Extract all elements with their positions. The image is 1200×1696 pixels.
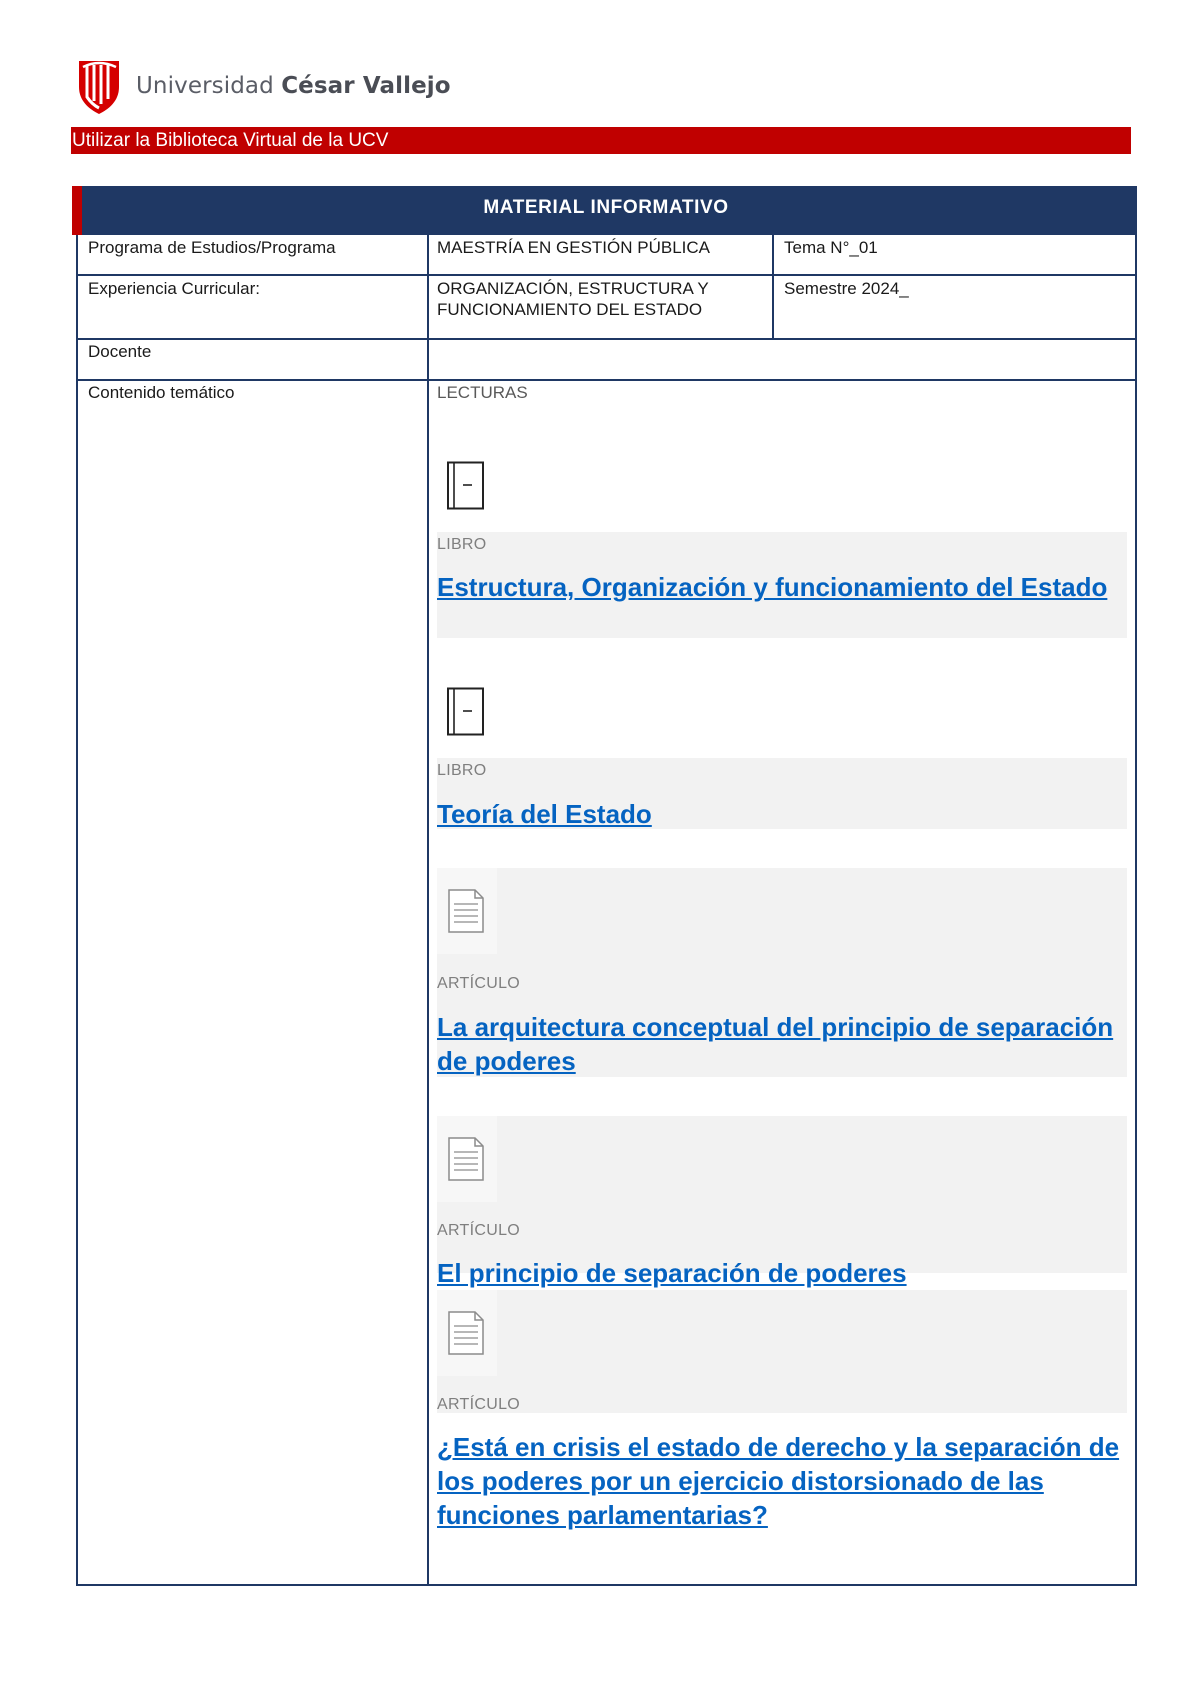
- book-icon: [446, 687, 486, 737]
- reading-2-type: LIBRO: [437, 762, 487, 779]
- row-divider-2: [78, 338, 1137, 340]
- docente-label: Docente: [88, 342, 152, 361]
- semestre-value: Semestre 2024_: [784, 279, 909, 298]
- experiencia-value-line1: ORGANIZACIÓN, ESTRUCTURA Y: [437, 279, 709, 298]
- library-banner: Utilizar la Biblioteca Virtual de la UCV: [71, 127, 1131, 154]
- header-accent: [72, 186, 82, 235]
- lecturas-label: LECTURAS: [437, 383, 528, 402]
- reading-5-link[interactable]: ¿Está en crisis el estado de derecho y la separación de los poderes por un ejercicio distorsionado de las funciones parlamentarias?: [437, 1432, 1120, 1530]
- reading-1-type: LIBRO: [437, 536, 487, 553]
- programa-label: Programa de Estudios/Programa: [88, 238, 336, 257]
- document-icon: [437, 1116, 497, 1202]
- reading-3-type: ARTÍCULO: [437, 975, 521, 992]
- table-border-right: [1135, 186, 1137, 1586]
- reading-3-link[interactable]: La arquitectura conceptual del principio de separación de poderes: [437, 1012, 1114, 1076]
- ucv-shield-icon: [76, 57, 122, 115]
- contenido-label: Contenido temático: [88, 383, 235, 402]
- row-divider-1: [78, 274, 1137, 276]
- column-divider-2: [772, 235, 774, 340]
- book-icon: [446, 461, 486, 511]
- reading-4-link[interactable]: El principio de separación de poderes: [437, 1258, 907, 1288]
- logo-text-bold: César Vallejo: [281, 73, 451, 99]
- programa-value: MAESTRÍA EN GESTIÓN PÚBLICA: [437, 238, 711, 257]
- table-border-bottom: [76, 1584, 1137, 1586]
- reading-5-card: [437, 1290, 1127, 1413]
- logo-text: [136, 73, 451, 99]
- table-border-left: [76, 235, 78, 1586]
- reading-4-card: [437, 1116, 1127, 1273]
- reading-4-type: ARTÍCULO: [437, 1222, 521, 1239]
- column-divider-1: [427, 235, 429, 1586]
- table-header: MATERIAL INFORMATIVO: [75, 186, 1137, 235]
- tema-value: Tema N°_01: [784, 238, 878, 257]
- reading-2-link[interactable]: Teoría del Estado: [437, 799, 652, 829]
- document-icon: [437, 868, 497, 954]
- document-icon: [437, 1290, 497, 1376]
- experiencia-label: Experiencia Curricular:: [88, 279, 260, 298]
- logo-text-regular: Universidad: [136, 73, 282, 99]
- reading-5-type: ARTÍCULO: [437, 1396, 521, 1413]
- experiencia-value-line2: FUNCIONAMIENTO DEL ESTADO: [437, 300, 703, 319]
- reading-1-link[interactable]: Estructura, Organización y funcionamiento del Estado: [437, 572, 1108, 602]
- university-logo: [76, 58, 451, 114]
- row-divider-3: [78, 379, 1137, 381]
